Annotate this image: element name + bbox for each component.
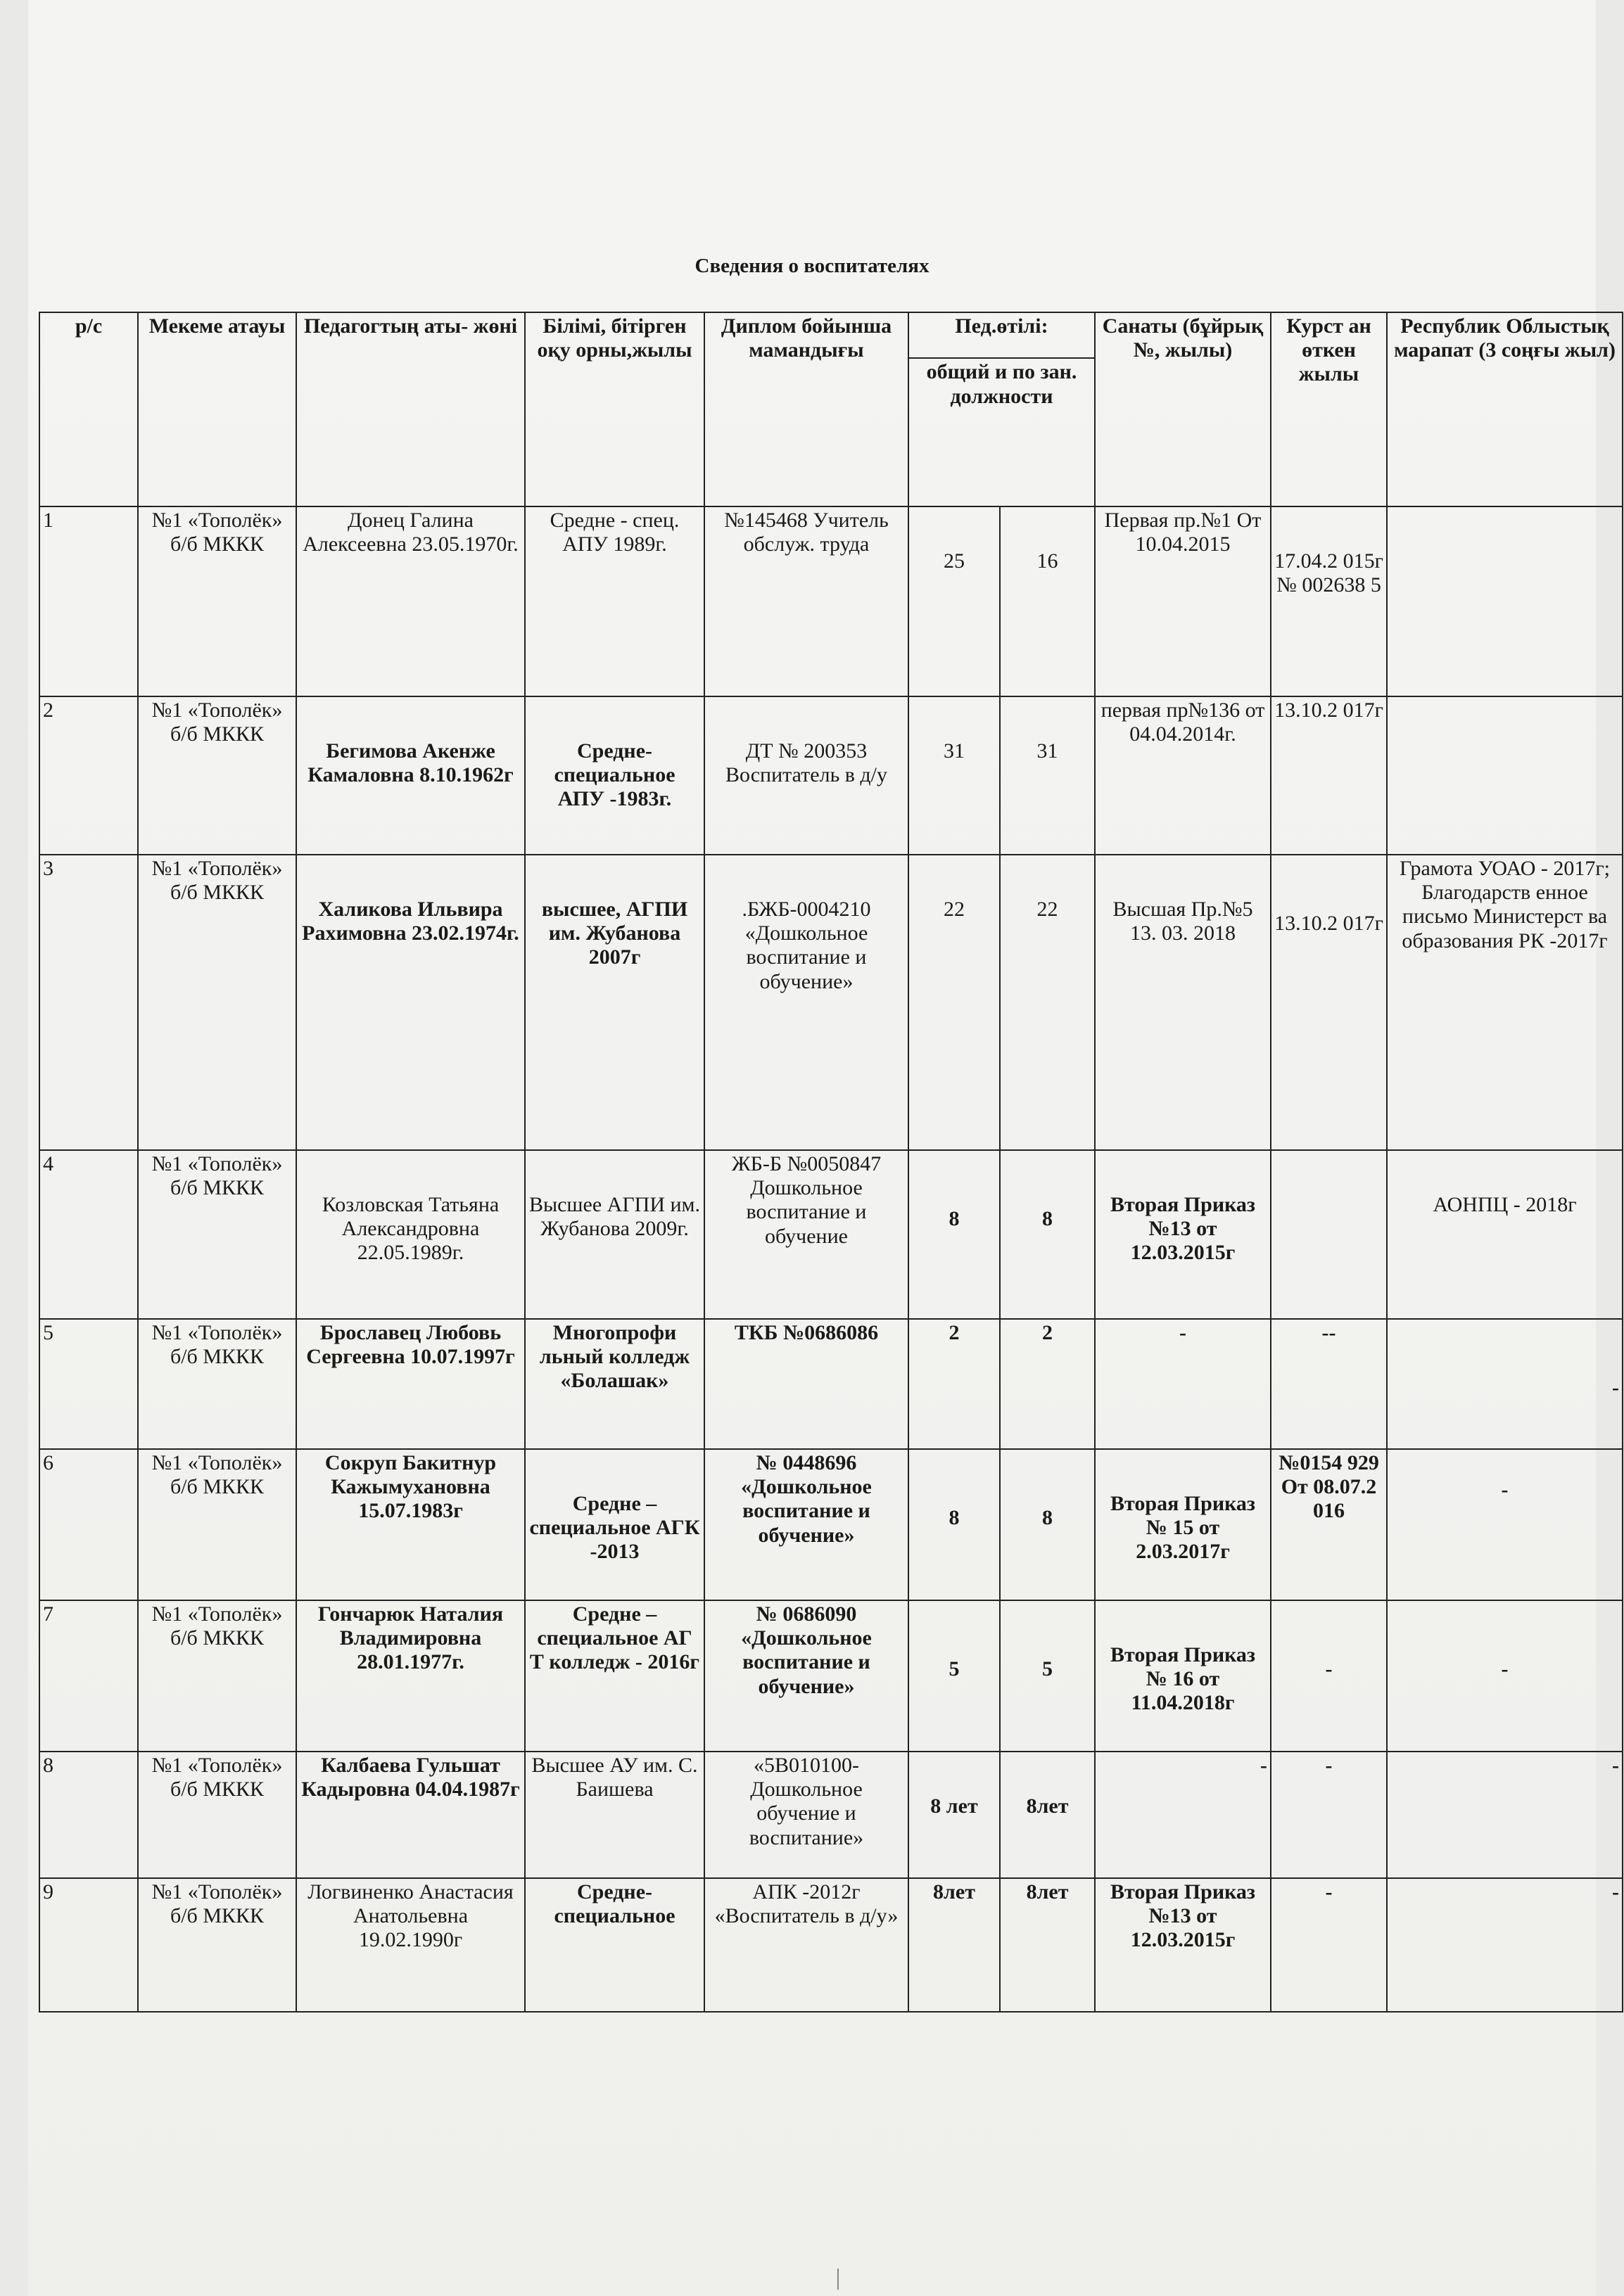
cell-name: Логвиненко Анастасия Анатольевна 19.02.1990г — [296, 1878, 525, 2012]
cell-diploma: ЖБ-Б №0050847 Дошкольное воспитание и обучение — [704, 1150, 908, 1319]
header-num: р/с — [39, 312, 138, 506]
header-org: Мекеме атауы — [138, 312, 296, 506]
cell-exp-total: 5 — [908, 1600, 1000, 1752]
header-category: Санаты (бұйрық №, жылы) — [1095, 312, 1271, 506]
cell-edu: Многопрофи льный колледж «Болашак» — [525, 1319, 704, 1449]
cell-course: - — [1271, 1600, 1387, 1752]
header-course: Курст ан өткен жылы — [1271, 312, 1387, 506]
cell-diploma: № 0448696 «Дошкольное воспитание и обучение» — [704, 1449, 908, 1600]
cell-org: №1 «Тополёк» б/б МККК — [138, 696, 296, 855]
cell-category: Вторая Приказ № 16 от 11.04.2018г — [1095, 1600, 1271, 1752]
document-title: Сведения о воспитателях — [694, 255, 930, 277]
table-row — [39, 1878, 1623, 2012]
cell-exp-position: 16 — [1000, 506, 1095, 696]
cell-course: -- — [1271, 1319, 1387, 1449]
header-exp: Пед.өтілі: — [908, 312, 1095, 358]
cell-diploma: ДТ № 200353 Воспитатель в д/у — [704, 696, 908, 855]
cell-category: - — [1095, 1319, 1271, 1449]
cell-org: №1 «Тополёк» б/б МККК — [138, 1600, 296, 1752]
cell-exp-position: 2 — [1000, 1319, 1095, 1449]
cell-awards: АОНПЦ - 2018г — [1387, 1150, 1623, 1319]
header-exp-sub: общий и по зан. должности — [908, 358, 1095, 506]
cell-org: №1 «Тополёк» б/б МККК — [138, 506, 296, 696]
cell-course: 17.04.2 015г № 002638 5 — [1271, 506, 1387, 696]
cell-edu: Средне - спец. АПУ 1989г. — [525, 506, 704, 696]
cell-edu: высшее, АГПИ им. Жубанова 2007г — [525, 855, 704, 1150]
cell-awards: Грамота УОАО - 2017г; Благодарств енное письмо Министерст ва образования РК -2017г — [1387, 855, 1623, 1150]
cell-exp-total: 8 лет — [908, 1752, 1000, 1878]
cell-diploma: №145468 Учитель обслуж. труда — [704, 506, 908, 696]
cell-org: №1 «Тополёк» б/б МККК — [138, 1878, 296, 2012]
cell-name: Бегимова Акенже Камаловна 8.10.1962г — [296, 696, 525, 855]
cell-category: Первая пр.№1 От 10.04.2015 — [1095, 506, 1271, 696]
table-row — [39, 1150, 1623, 1319]
cell-name: Брославец Любовь Сергеевна 10.07.1997г — [296, 1319, 525, 1449]
cell-name: Халикова Ильвира Рахимовна 23.02.1974г. — [296, 855, 525, 1150]
cell-course: 13.10.2 017г — [1271, 696, 1387, 855]
cell-exp-position: 8 — [1000, 1150, 1095, 1319]
cell-diploma: № 0686090 «Дошкольное воспитание и обучение» — [704, 1600, 908, 1752]
table-row — [39, 1449, 1623, 1600]
cell-exp-position: 8 — [1000, 1449, 1095, 1600]
teachers-table — [39, 312, 1623, 2013]
cell-org: №1 «Тополёк» б/б МККК — [138, 1449, 296, 1600]
cell-exp-position: 22 — [1000, 855, 1095, 1150]
cell-exp-position: 5 — [1000, 1600, 1095, 1752]
cell-category: Вторая Приказ № 15 от 2.03.2017г — [1095, 1449, 1271, 1600]
cell-awards: - — [1387, 1319, 1623, 1449]
cell-diploma: «5В010100- Дошкольное обучение и воспитание» — [704, 1752, 908, 1878]
header-diploma: Диплом бойынша мамандығы — [704, 312, 908, 506]
cell-org: №1 «Тополёк» б/б МККК — [138, 1752, 296, 1878]
cell-course: - — [1271, 1752, 1387, 1878]
cell-edu: Средне – специальное АГ Т колледж - 2016г — [525, 1600, 704, 1752]
table-row — [39, 1752, 1623, 1878]
cell-num: 2 — [39, 696, 138, 855]
cell-course — [1271, 1150, 1387, 1319]
cell-diploma: ТКБ №0686086 — [704, 1319, 908, 1449]
cell-exp-total: 8 — [908, 1150, 1000, 1319]
cell-exp-position: 8лет — [1000, 1878, 1095, 2012]
cell-org: №1 «Тополёк» б/б МККК — [138, 855, 296, 1150]
cell-exp-total: 31 — [908, 696, 1000, 855]
cell-edu: Высшее АУ им. С. Баишева — [525, 1752, 704, 1878]
cell-category: - — [1095, 1752, 1271, 1878]
cell-edu: Средне- специальное — [525, 1878, 704, 2012]
table-row — [39, 855, 1623, 1150]
cell-exp-position: 31 — [1000, 696, 1095, 855]
cell-num: 9 — [39, 1878, 138, 2012]
table-row — [39, 506, 1623, 696]
cell-org: №1 «Тополёк» б/б МККК — [138, 1319, 296, 1449]
cell-course: №0154 929 От 08.07.2 016 — [1271, 1449, 1387, 1600]
cell-diploma: АПК -2012г «Воспитатель в д/у» — [704, 1878, 908, 2012]
cell-name: Сокруп Бакитнур Кажымухановна 15.07.1983г — [296, 1449, 525, 1600]
cell-org: №1 «Тополёк» б/б МККК — [138, 1150, 296, 1319]
cell-name: Калбаева Гульшат Кадыровна 04.04.1987г — [296, 1752, 525, 1878]
cell-num: 5 — [39, 1319, 138, 1449]
cell-course: - — [1271, 1878, 1387, 2012]
cell-awards: - — [1387, 1600, 1623, 1752]
cell-diploma: .БЖБ-0004210 «Дошкольное воспитание и обучение» — [704, 855, 908, 1150]
cell-exp-position: 8лет — [1000, 1752, 1095, 1878]
cell-num: 3 — [39, 855, 138, 1150]
header-name: Педагогтың аты- жөні — [296, 312, 525, 506]
cell-num: 7 — [39, 1600, 138, 1752]
cell-exp-total: 25 — [908, 506, 1000, 696]
table-row — [39, 1600, 1623, 1752]
cell-name: Донец Галина Алексеевна 23.05.1970г. — [296, 506, 525, 696]
cell-num: 8 — [39, 1752, 138, 1878]
cell-category: Вторая Приказ №13 от 12.03.2015г — [1095, 1878, 1271, 2012]
cell-exp-total: 22 — [908, 855, 1000, 1150]
cell-exp-total: 2 — [908, 1319, 1000, 1449]
table-row — [39, 696, 1623, 855]
cell-num: 6 — [39, 1449, 138, 1600]
cell-category: Высшая Пр.№5 13. 03. 2018 — [1095, 855, 1271, 1150]
cell-name: Гончарюк Наталия Владимировна 28.01.1977г. — [296, 1600, 525, 1752]
cell-awards — [1387, 506, 1623, 696]
cell-category: Вторая Приказ №13 от 12.03.2015г — [1095, 1150, 1271, 1319]
cell-num: 4 — [39, 1150, 138, 1319]
cell-course: 13.10.2 017г — [1271, 855, 1387, 1150]
cell-awards: - — [1387, 1752, 1623, 1878]
header-awards: Республик Облыстық марапат (3 соңғы жыл) — [1387, 312, 1623, 506]
cell-edu: Средне – специальное АГК -2013 — [525, 1449, 704, 1600]
header-row — [39, 312, 1623, 358]
cell-name: Козловская Татьяна Александровна 22.05.1989г. — [296, 1150, 525, 1319]
cell-category: первая пр№136 от 04.04.2014г. — [1095, 696, 1271, 855]
cell-exp-total: 8 — [908, 1449, 1000, 1600]
header-edu: Білімі, бітірген оқу орны,жылы — [525, 312, 704, 506]
cell-awards — [1387, 696, 1623, 855]
fold-mark — [837, 2269, 839, 2290]
cell-awards: - — [1387, 1878, 1623, 2012]
cell-exp-total: 8лет — [908, 1878, 1000, 2012]
cell-num: 1 — [39, 506, 138, 696]
cell-edu: Средне- специальное АПУ -1983г. — [525, 696, 704, 855]
cell-awards: - — [1387, 1449, 1623, 1600]
cell-edu: Высшее АГПИ им. Жубанова 2009г. — [525, 1150, 704, 1319]
table-row — [39, 1319, 1623, 1449]
